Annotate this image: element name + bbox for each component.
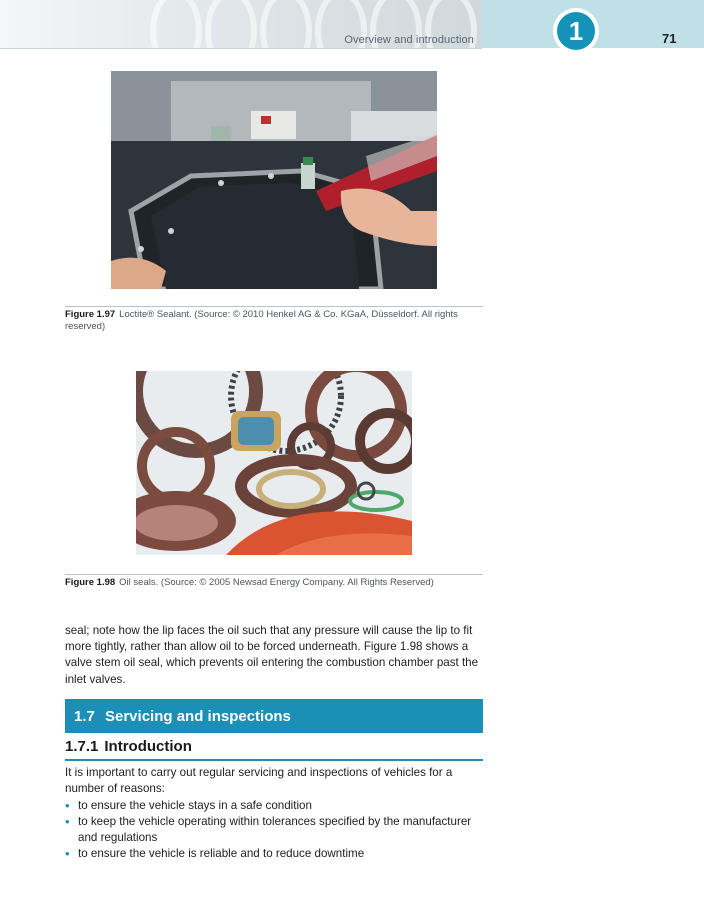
list-item — [65, 846, 485, 862]
figure-sealant-photo — [111, 71, 437, 289]
section-heading-band — [65, 699, 483, 733]
section-number: 1.7 — [74, 708, 95, 725]
bullet-icon: • — [65, 846, 70, 861]
subsection-number: 1.7.1 — [65, 738, 99, 755]
figure-caption — [65, 309, 483, 333]
caption-rule — [65, 306, 483, 307]
section-title: Servicing and inspections — [105, 708, 291, 725]
list-item-text: to keep the vehicle operating within tolerances specified by the manufacturer and regulations — [78, 815, 472, 844]
tyre-tread-pattern — [260, 0, 312, 48]
bullet-icon: • — [65, 798, 70, 813]
header-rule — [0, 48, 482, 49]
list-item — [65, 814, 485, 846]
figure-number: Figure 1.98 — [65, 577, 116, 588]
subsection-heading — [65, 738, 483, 761]
figure-oil-seals-photo — [136, 371, 412, 555]
caption-rule — [65, 574, 483, 575]
reasons-list — [65, 798, 485, 862]
body-paragraph: It is important to carry out regular servicing and inspections of vehicles for a number of reasons: — [65, 766, 453, 796]
figure-number: Figure 1.97 — [65, 309, 116, 320]
subsection-title: Introduction — [104, 738, 192, 755]
list-item — [65, 798, 485, 814]
page-number: 71 — [662, 31, 677, 46]
chapter-number-badge: 1 — [557, 12, 595, 50]
bullet-icon: • — [65, 814, 70, 829]
list-item-text: to ensure the vehicle stays in a safe condition — [78, 799, 312, 812]
list-item-text: to ensure the vehicle is reliable and to reduce downtime — [78, 847, 365, 860]
running-head: Overview and introduction — [344, 34, 474, 46]
figure-caption — [65, 577, 483, 589]
figure-caption-text: Oil seals. (Source: © 2005 Newsad Energy Company. All Rights Reserved) — [119, 577, 434, 588]
figure-caption-text: Loctite® Sealant. (Source: © 2010 Henkel AG & Co. KGaA, Düsseldorf. All rights reserved) — [65, 309, 458, 332]
tyre-tread-pattern — [150, 0, 202, 48]
body-paragraph: seal; note how the lip faces the oil such that any pressure will cause the lip to fit more tightly, rather than allow oil to be forced underneath. Figure 1.98 shows a valve stem oil seal, which prevents oil entering the combustion chamber past the inlet valves. — [65, 624, 479, 686]
tyre-tread-pattern — [205, 0, 257, 48]
